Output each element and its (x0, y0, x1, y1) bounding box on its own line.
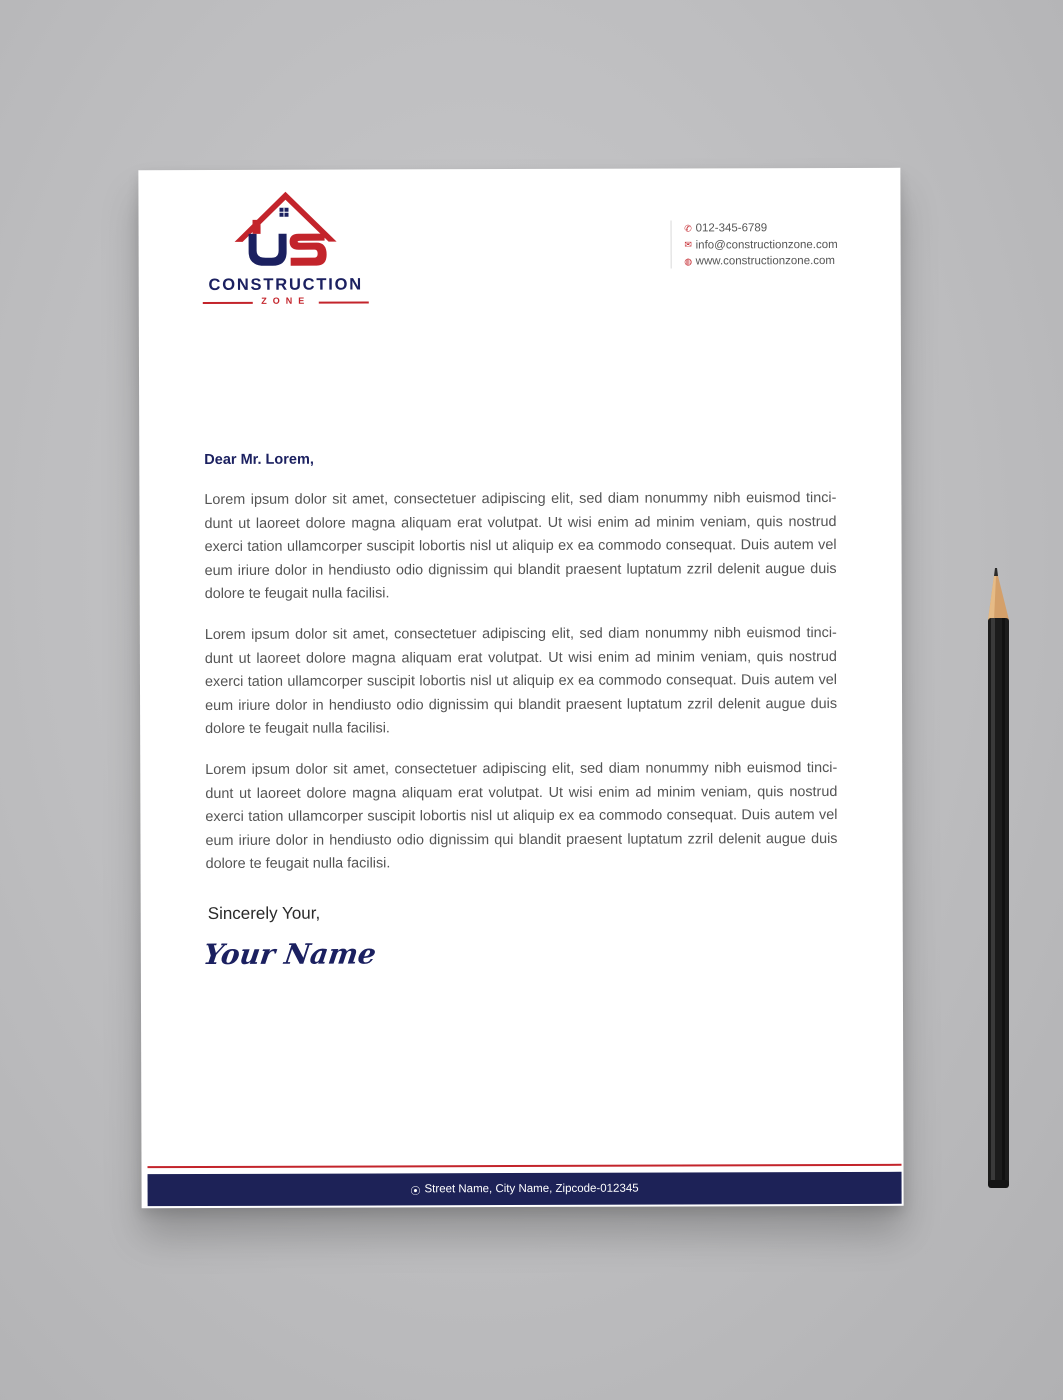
email-icon: ✉ (684, 239, 692, 250)
email-address: info@constructionzone.com (695, 238, 838, 252)
contact-block (671, 220, 838, 269)
pencil (985, 568, 1015, 1193)
house-logo-icon (232, 190, 342, 270)
brand-divider-right (319, 301, 369, 303)
contact-email (684, 237, 838, 254)
salutation: Dear Mr. Lorem, (204, 451, 314, 468)
body-paragraph-2: Lorem ipsum dolor sit amet, consectetuer adipiscing elit, sed diam nonummy nibh euismod tinci-dunt ut laoreet dolore magna aliquam erat volutpat. Ut wisi enim ad minim veniam, quis nostrud exerci tation ullamcorper suscipit lobortis nisl ut aliquip ex ea commodo consequat. Duis autem vel eum iriure dolor in hendiusto odio dignissim qui blandit praesent luptatum zzril delenit augue duis dolore te feugait nulla facilisi. (204, 625, 838, 738)
signature-image (201, 932, 379, 976)
phone-number: 012-345-6789 (695, 222, 768, 235)
footer-accent-line (148, 1164, 902, 1168)
signature (201, 932, 379, 981)
body-paragraph-3: Lorem ipsum dolor sit amet, consectetuer adipiscing elit, sed diam nonummy nibh euismod tinci-dunt ut laoreet dolore magna aliquam erat volutpat. Ut wisi enim ad minim veniam, quis nostrud exerci tation ullamcorper suscipit lobortis nisl ut aliquip ex ea commodo consequat. Duis autem vel eum iriure dolor in hendiusto odio dignissim qui blandit praesent luptatum zzril delenit augue duis dolore te feugait nulla facilisi. (205, 760, 838, 873)
contact-website (684, 253, 838, 270)
body-paragraph-1: Lorem ipsum dolor sit amet, consectetuer adipiscing elit, sed diam nonummy nibh euismod tinci-dunt ut laoreet dolore magna aliquam erat volutpat. Ut wisi enim ad minim veniam, quis nostrud exerci tation ullamcorper suscipit lobortis nisl ut aliquip ex ea commodo consequat. Duis autem vel eum iriure dolor in hendiusto odio dignissim qui blandit praesent luptatum zzril delenit augue duis dolore te feugait nulla facilisi. (204, 490, 837, 603)
contact-phone (684, 220, 838, 237)
closing-line: Sincerely Your, (207, 903, 321, 923)
brand-subtitle (201, 295, 371, 310)
signature-text: Your Name (201, 937, 379, 971)
globe-icon: ◍ (684, 256, 693, 267)
company-logo (200, 189, 370, 310)
website-url: www.constructionzone.com (695, 255, 836, 268)
brand-sub-label: ZONE (261, 295, 311, 306)
footer-band (148, 1172, 902, 1206)
brand-name: CONSTRUCTION (208, 275, 364, 294)
letterhead-page (138, 168, 903, 1208)
location-pin-icon: ⦿ (410, 1185, 421, 1197)
phone-icon: ✆ (684, 223, 692, 234)
footer-address: Street Name, City Name, Zipcode-012345 (424, 1182, 639, 1196)
